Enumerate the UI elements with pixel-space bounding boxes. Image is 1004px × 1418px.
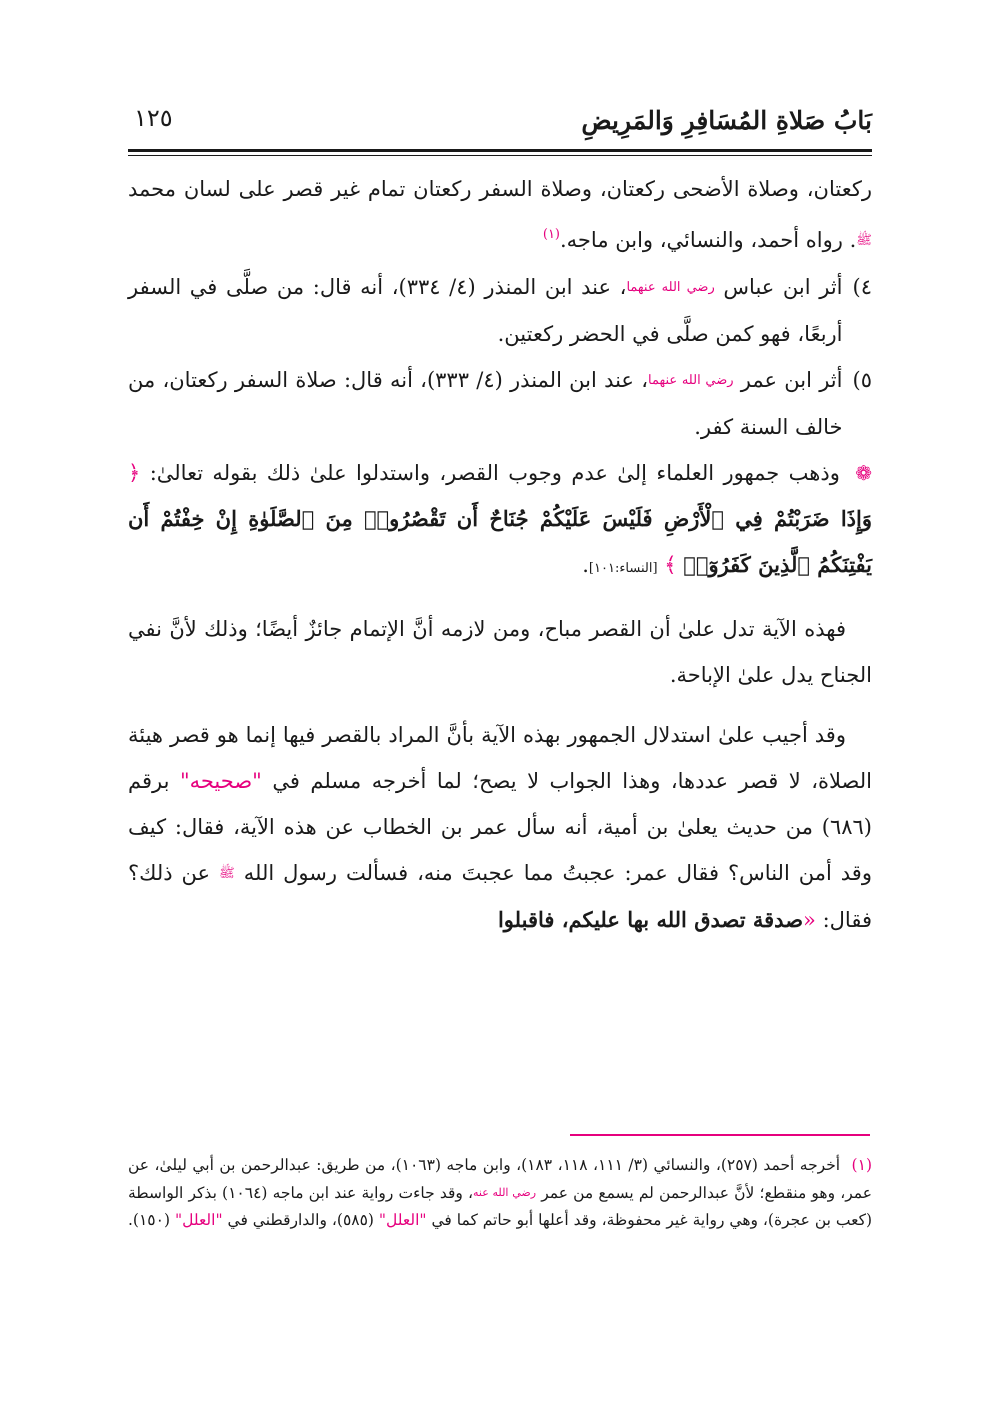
chapter-title: بَابُ صَلاةِ المُسَافِرِ وَالمَرِيضِ <box>581 106 872 135</box>
main-text <box>128 166 872 943</box>
list-item-4 <box>128 264 872 357</box>
source-title: "العلل" <box>174 1211 223 1229</box>
list-item-number: ٤) <box>852 275 872 299</box>
source-title: "صحيحه" <box>179 769 262 793</box>
hadith-quote: صدقة تصدق الله بها عليكم، فاقبلوا <box>497 907 804 932</box>
page-header <box>128 96 872 152</box>
footnote-separator <box>570 1134 870 1136</box>
honorific-mark: رضي الله عنهما <box>626 280 715 295</box>
salutation-mark: ﷺ <box>219 866 235 881</box>
quran-verse: وَإِذَا ضَرَبْتُمْ فِي ٱلْأَرْضِ فَلَيْسَ عَلَيْكُمْ جُنَاحٌ أَن تَقْصُرُوا۟ مِنَ ٱلصَّلَوٰةِ إِنْ خِفْتُمْ أَن يَفْتِنَكُمُ ٱلَّذِينَ كَفَرُوٓا۟ <box>128 506 872 577</box>
list-item-text: أثر ابن عمر رضي الله عنهما، عند ابن المنذر (٤/ ٣٣٣)، أنه قال: صلاة السفر ركعتان، من خالف السنة كفر. <box>128 368 843 439</box>
honorific-mark: رضي الله عنه <box>473 1186 537 1199</box>
header-rule-thick <box>128 149 872 152</box>
footnote-marker[interactable]: (١) <box>542 227 560 242</box>
footnote-1: (١) أخرجه أحمد (٢٥٧)، والنسائي (٣/ ١١١، ١١٨، ١٨٣)، وابن ماجه (١٠٦٣)، من طريق: عبدالرحمن بن أبي ليلىٰ، عن عمر، وهو منقطع؛ لأنَّ عبدالرحمن لم يسمع من عمر رضي الله عنه، وقد جاءت رواية عند ابن ماجه (١٠٦٤) بذكر الواسطة (كعب بن عجرة)، وهي رواية غير محفوظة، وقد أعلها أبو حاتم كما في "العلل" (٥٨٥)، والدارقطني في "العلل" (١٥٠). <box>127 1156 872 1229</box>
paragraph-continuation: ركعتان، وصلاة الأضحى ركعتان، وصلاة السفر ركعتان تمام غير قصر على لسان محمد ﷺ. رواه أحمد، والنسائي، وابن ماجه.$^{(١)}$ <box>128 177 872 252</box>
source-title: "العلل" <box>378 1211 427 1229</box>
paragraph-majority: ❁ وذهب جمهور العلماء إلىٰ عدم وجوب القصر، واستدلوا علىٰ ذلك بقوله تعالىٰ: ﴿ وَإِذَا ضَرَبْتُمْ فِي ٱلْأَرْضِ فَلَيْسَ عَلَيْكُمْ جُنَاحٌ أَن تَقْصُرُوا۟ مِنَ ٱلصَّلَوٰةِ إِنْ خِفْتُمْ أَن يَفْتِنَكُمُ ٱلَّذِينَ كَفَرُوٓا۟ ﴾ [النساء:١٠١]. <box>128 461 872 577</box>
list-item-5 <box>128 357 872 450</box>
footnote-number: (١) <box>851 1156 872 1174</box>
salutation-mark: ﷺ <box>856 233 872 248</box>
paragraph-verse-meaning: فهذه الآية تدل علىٰ أن القصر مباح، ومن لازمه أنَّ الإتمام جائزٌ أيضًا؛ وذلك لأنَّ نفي الجناح يدل علىٰ الإباحة. <box>128 617 872 687</box>
verse-reference: [النساء:١٠١] <box>588 561 658 576</box>
footnotes <box>128 1152 872 1234</box>
list-item-number: ٥) <box>852 368 872 392</box>
flower-icon: ❁ <box>855 461 872 485</box>
quran-open-bracket: ﴿ <box>128 461 141 485</box>
page-number: ١٢٥ <box>134 104 173 132</box>
quote-mark: « <box>803 908 816 932</box>
quran-close-bracket: ﴾ <box>664 553 677 577</box>
header-rule-thin <box>128 155 872 156</box>
list-item-text: أثر ابن عباس رضي الله عنهما، عند ابن المنذر (٤/ ٣٣٤)، أنه قال: من صلَّى في السفر أربعًا، فهو كمن صلَّى في الحضر ركعتين. <box>128 275 843 346</box>
honorific-mark: رضي الله عنهما <box>647 373 734 388</box>
paragraph-answer: وقد أجيب علىٰ استدلال الجمهور بهذه الآية بأنَّ المراد بالقصر فيها إنما هو قصر هيئة الصلاة، لا قصر عددها، وهذا الجواب لا يصح؛ لما أخرجه مسلم في "صحيحه" برقم (٦٨٦) من حديث يعلىٰ بن أمية، أنه سأل عمر بن الخطاب عن هذه الآية، فقال: كيف وقد أمن الناس؟ فقال عمر: عجبتُ مما عجبتَ منه، فسألت رسول الله ﷺ عن ذلك؟ فقال: «صدقة تصدق الله بها عليكم، فاقبلوا <box>128 723 872 932</box>
